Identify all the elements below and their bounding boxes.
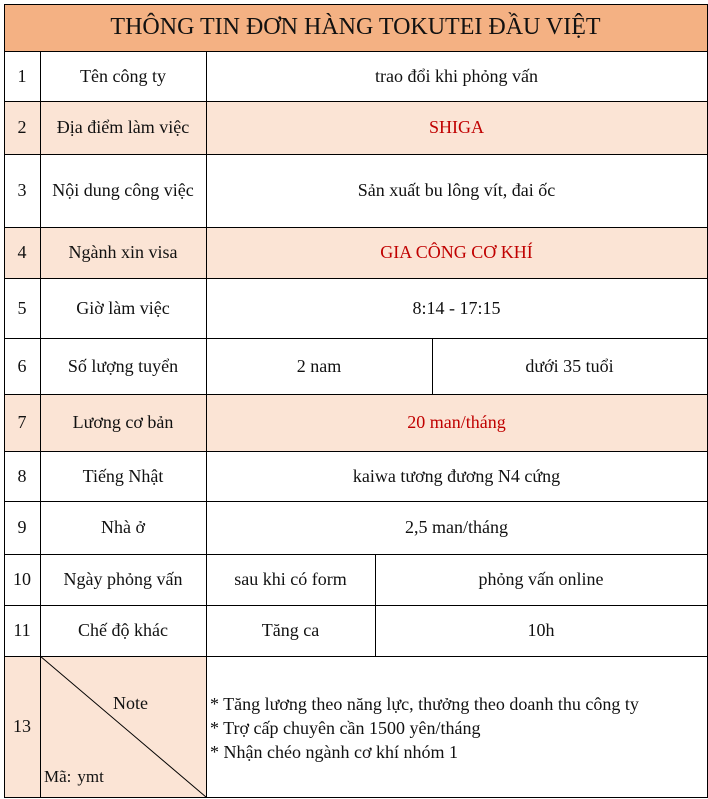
row-number: 13 xyxy=(13,716,31,736)
row-number: 11 xyxy=(13,620,31,640)
notes-list xyxy=(210,692,639,764)
row-label: Giờ làm việc xyxy=(76,297,170,318)
grid-line xyxy=(4,154,708,155)
row-value-secondary: phỏng vấn online xyxy=(478,569,604,589)
row-value: Sản xuất bu lông vít, đai ốc xyxy=(357,180,556,200)
row-value: sau khi có form xyxy=(234,569,347,589)
grid-line xyxy=(4,797,708,798)
grid-line xyxy=(206,51,207,798)
row-value: trao đổi khi phỏng vấn xyxy=(375,65,538,86)
row-label: Ngày phỏng vấn xyxy=(63,569,183,589)
row-number: 2 xyxy=(17,117,27,137)
row-value: GIA CÔNG CƠ KHÍ xyxy=(380,242,533,262)
row-number: 5 xyxy=(17,297,27,318)
code-label: Mã: xyxy=(44,767,72,786)
row-label: Nhà ở xyxy=(100,517,145,537)
grid-line xyxy=(4,51,708,52)
row-number: 9 xyxy=(17,517,27,537)
row-value: 2 nam xyxy=(296,355,342,376)
row-value: kaiwa tương đương N4 cứng xyxy=(352,465,561,486)
note-label: Note xyxy=(113,693,148,713)
row-number: 10 xyxy=(13,569,31,589)
row-label: Tên công ty xyxy=(80,65,166,86)
grid-line xyxy=(4,451,708,452)
row-value: SHIGA xyxy=(428,117,484,137)
grid-line xyxy=(4,227,708,228)
row-label: Nội dung công việc xyxy=(52,180,194,200)
row-number: 4 xyxy=(17,242,27,262)
row-value: 20 man/tháng xyxy=(407,412,506,432)
grid-line xyxy=(4,4,5,798)
row-label: Chế độ khác xyxy=(78,620,168,640)
grid-line xyxy=(375,554,376,656)
row-label: Tiếng Nhật xyxy=(82,465,164,486)
row-value: Tăng ca xyxy=(261,620,320,640)
code-value: ymt xyxy=(77,767,104,786)
grid-line xyxy=(4,338,708,339)
grid-line xyxy=(432,338,433,394)
grid-line xyxy=(4,394,708,395)
row-number: 7 xyxy=(17,412,27,432)
row-number: 8 xyxy=(17,465,27,486)
row-number: 6 xyxy=(17,355,27,376)
note-line: * Nhận chéo ngành cơ khí nhóm 1 xyxy=(210,742,458,762)
row-label: Địa điểm làm việc xyxy=(56,117,190,137)
grid-line xyxy=(4,554,708,555)
grid-line xyxy=(4,278,708,279)
code-field xyxy=(44,767,104,787)
grid-line xyxy=(4,605,708,606)
grid-line xyxy=(4,4,708,5)
sheet-title: THÔNG TIN ĐƠN HÀNG TOKUTEI ĐẦU VIỆT xyxy=(4,4,707,51)
row-value-secondary: 10h xyxy=(527,620,555,640)
row-number: 1 xyxy=(17,65,27,86)
grid-line xyxy=(4,101,708,102)
note-line: * Trợ cấp chuyên cần 1500 yên/tháng xyxy=(210,718,481,738)
note-line: * Tăng lương theo năng lực, thưởng theo doanh thu công ty xyxy=(210,694,639,714)
row-label: Lương cơ bản xyxy=(72,412,174,432)
grid-line xyxy=(4,501,708,502)
grid-line xyxy=(4,656,708,657)
row-label: Số lượng tuyển xyxy=(67,355,179,376)
row-value-secondary: dưới 35 tuổi xyxy=(525,355,614,376)
row-number: 3 xyxy=(17,180,27,200)
grid-line xyxy=(40,51,41,798)
row-label: Ngành xin visa xyxy=(68,242,178,262)
row-value: 8:14 - 17:15 xyxy=(412,297,501,318)
row-value: 2,5 man/tháng xyxy=(405,517,508,537)
